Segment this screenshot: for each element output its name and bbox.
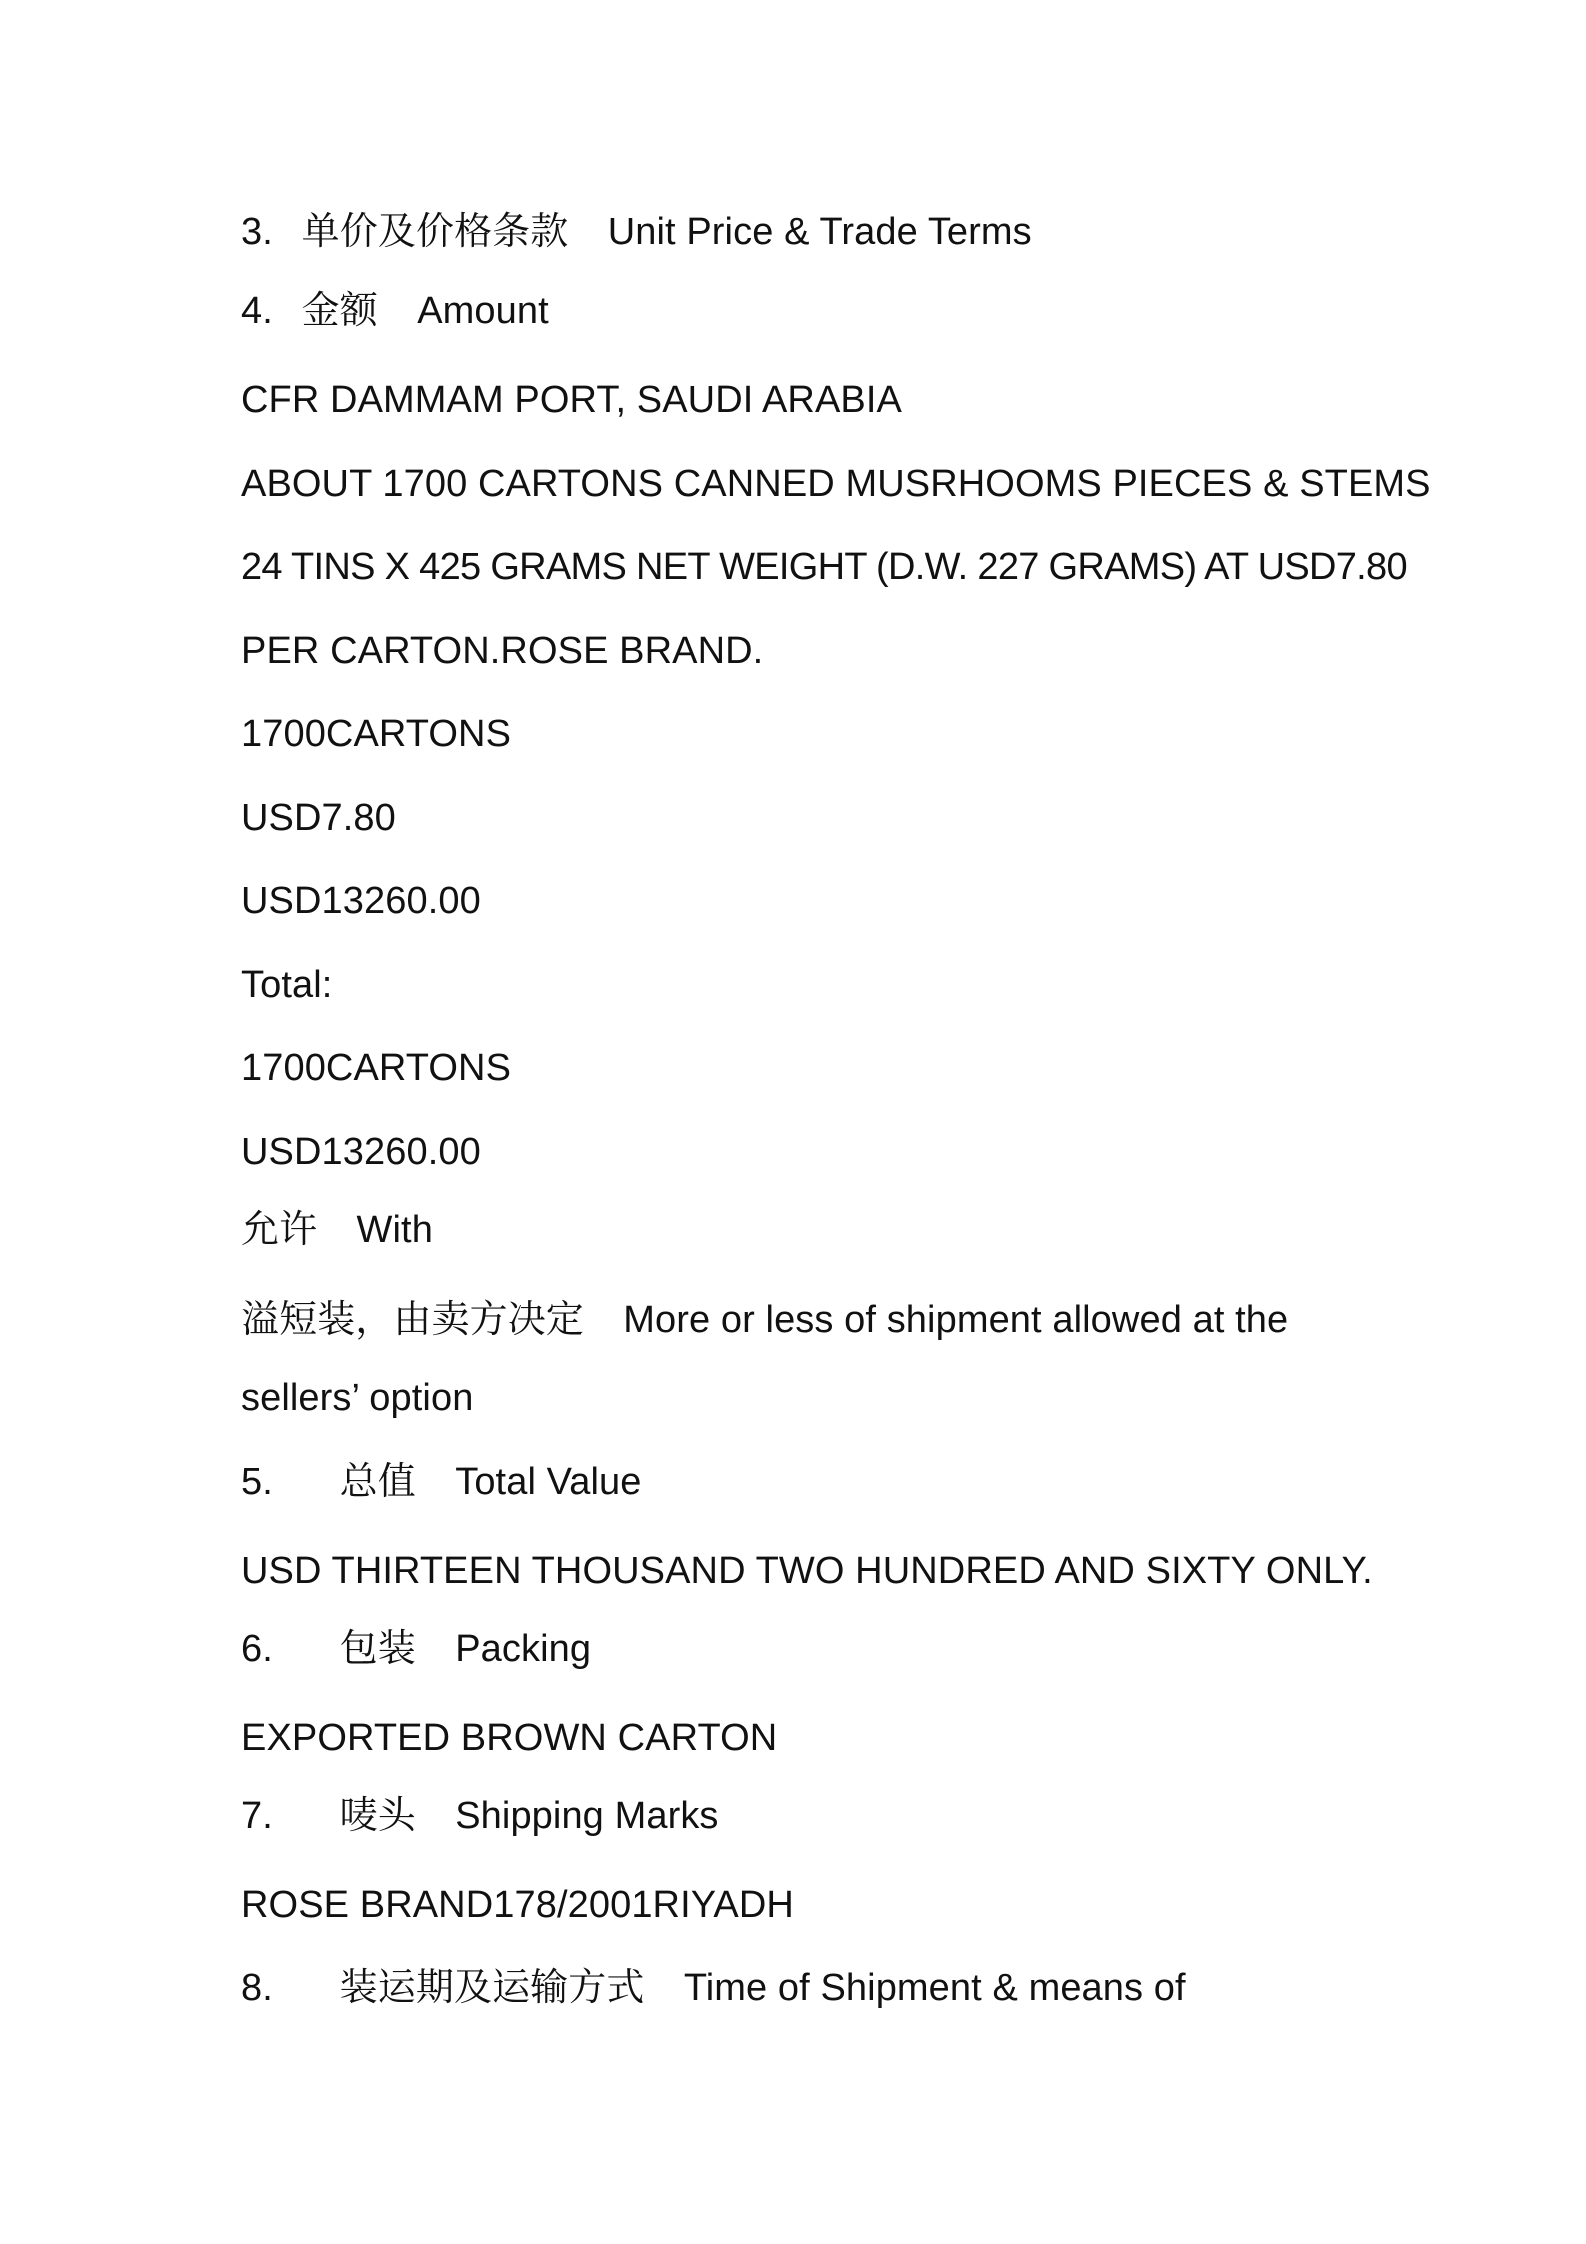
section-title-zh: 唛头	[339, 1795, 416, 1837]
packing-text: EXPORTED BROWN CARTON	[241, 1717, 778, 1759]
total-value-text: USD THIRTEEN THOUSAND TWO HUNDRED AND SIXTY ONLY.	[241, 1550, 1373, 1592]
total-label: Total:	[241, 964, 333, 1006]
total-quantity-text: 1700CARTONS	[241, 1047, 512, 1089]
section-number: 7.	[241, 1795, 273, 1837]
section-title-en: Packing	[455, 1628, 592, 1670]
packing-heading	[241, 1624, 591, 1674]
section-number: 4.	[241, 290, 273, 332]
section-number: 6.	[241, 1628, 273, 1670]
section-title-zh: 包装	[339, 1628, 416, 1670]
section-title-zh: 总值	[339, 1461, 416, 1503]
allowance-line-2: sellers’ option	[241, 1377, 474, 1419]
allowance-text-zh: 溢短装，由卖方决定	[241, 1299, 584, 1341]
total-amount-text: USD13260.00	[241, 1131, 481, 1173]
amount-text: USD13260.00	[241, 880, 481, 922]
total-value-heading	[241, 1457, 642, 1507]
allowance-title-zh: 允许	[241, 1209, 318, 1251]
section-number: 3.	[241, 211, 273, 253]
description-line-1: ABOUT 1700 CARTONS CANNED MUSRHOOMS PIECES & STEMS	[241, 463, 1431, 505]
section-title-zh: 金额	[301, 290, 378, 332]
section-title-en: Shipping Marks	[455, 1795, 719, 1837]
shipping-marks-heading	[241, 1791, 719, 1841]
section-title-en: Unit Price & Trade Terms	[607, 211, 1032, 253]
section-title-en: Time of Shipment & means of	[683, 1967, 1186, 2009]
allowance-title-en: With	[356, 1209, 433, 1251]
quantity-text: 1700CARTONS	[241, 713, 512, 755]
description-line-2: 24 TINS X 425 GRAMS NET WEIGHT (D.W. 227 GRAMS) AT USD7.80	[241, 546, 1407, 588]
section-title-en: Total Value	[455, 1461, 642, 1503]
allowance-text-en: More or less of shipment allowed at the	[623, 1299, 1289, 1341]
section-title-en: Amount	[417, 290, 549, 332]
allowance-line-1	[241, 1295, 1288, 1345]
section-number: 8.	[241, 1967, 273, 2009]
section-number: 5.	[241, 1461, 273, 1503]
shipment-heading	[241, 1963, 1186, 2013]
trade-term-text: CFR DAMMAM PORT, SAUDI ARABIA	[241, 379, 902, 421]
unit-price-heading	[241, 207, 1032, 257]
amount-heading	[241, 286, 549, 336]
description-line-3: PER CARTON.ROSE BRAND.	[241, 630, 764, 672]
section-title-zh: 单价及价格条款	[301, 211, 569, 253]
shipping-marks-text: ROSE BRAND178/2001RIYADH	[241, 1884, 794, 1926]
allowance-heading	[241, 1205, 433, 1255]
section-title-zh: 装运期及运输方式	[339, 1967, 645, 2009]
unit-price-text: USD7.80	[241, 797, 396, 839]
